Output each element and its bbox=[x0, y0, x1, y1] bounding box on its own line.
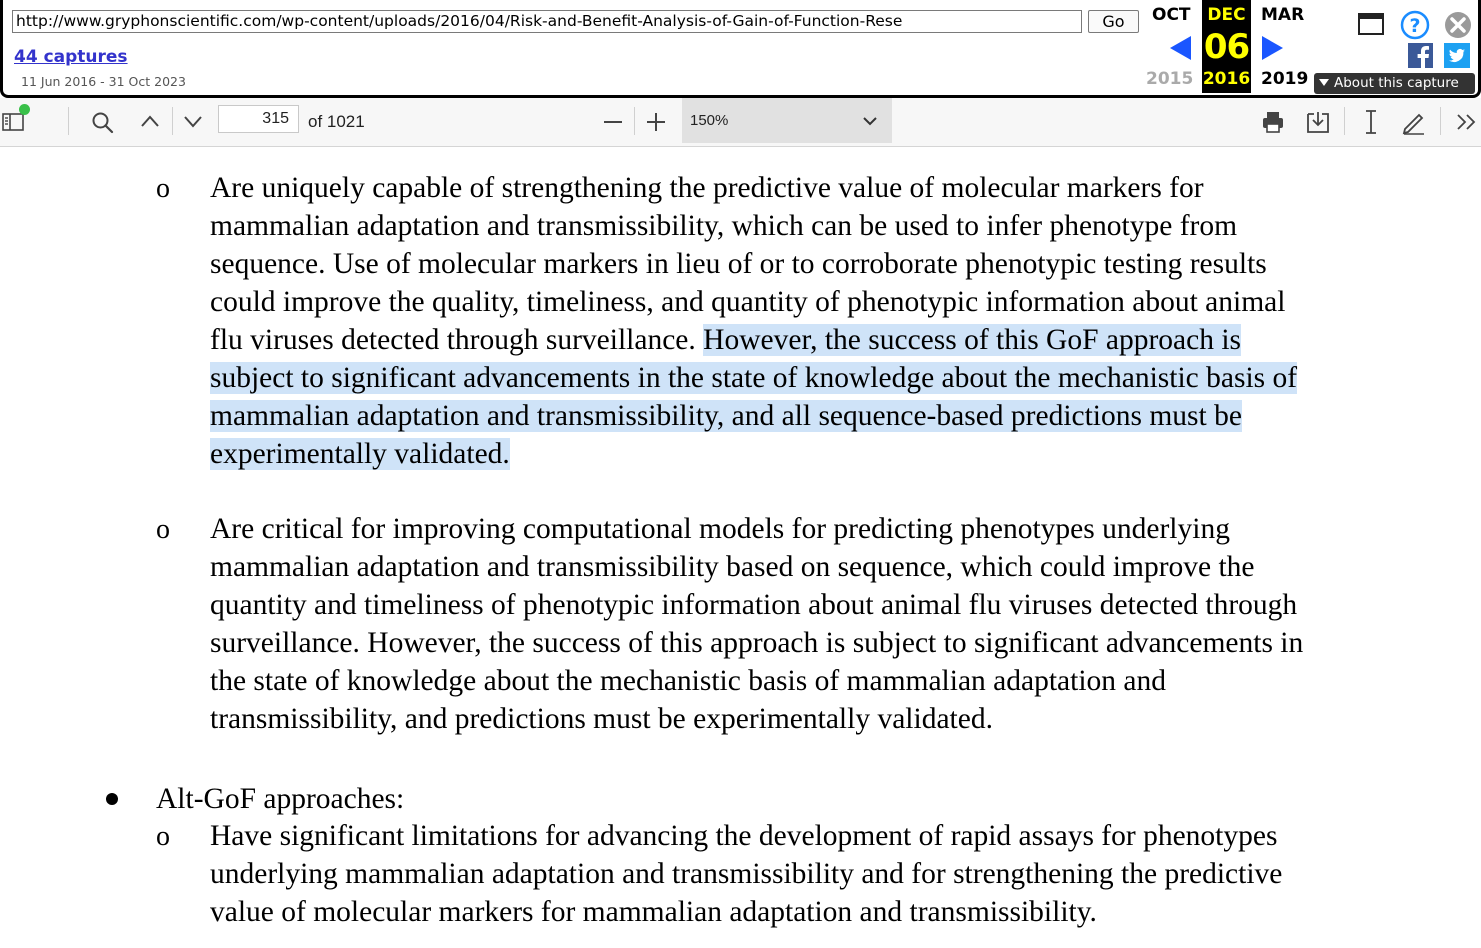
paragraph-line: Are critical for improving computational models for predicting phenotypes underlying bbox=[210, 513, 1230, 545]
help-icon[interactable] bbox=[1400, 10, 1430, 40]
next-year-link[interactable]: 2019 bbox=[1261, 69, 1309, 89]
bullet-marker bbox=[106, 793, 118, 805]
more-tools-icon[interactable] bbox=[1455, 112, 1479, 132]
twitter-icon[interactable] bbox=[1444, 43, 1470, 68]
zoom-in-icon[interactable] bbox=[645, 111, 667, 133]
wayback-toolbar bbox=[0, 0, 1481, 98]
previous-page-icon[interactable] bbox=[139, 113, 161, 129]
save-download-icon[interactable] bbox=[1305, 110, 1331, 134]
svg-text:?: ? bbox=[1409, 15, 1421, 37]
prev-year-link[interactable]: 2015 bbox=[1146, 69, 1194, 89]
go-button[interactable]: Go bbox=[1088, 10, 1139, 33]
paragraph-line: mammalian adaptation and transmissibility based on sequence, which could improve the bbox=[210, 551, 1255, 583]
paragraph-line: transmissibility, and predictions must be experimentally validated. bbox=[210, 703, 993, 735]
print-icon[interactable] bbox=[1261, 110, 1285, 134]
current-month: DEC bbox=[1207, 5, 1246, 25]
prev-capture-arrow-icon[interactable] bbox=[1170, 36, 1191, 60]
current-year: 2016 bbox=[1202, 69, 1251, 89]
paragraph-line: surveillance. However, the success of this approach is subject to significant advancements in bbox=[210, 627, 1304, 659]
wayback-url-input[interactable]: http://www.gryphonscientific.com/wp-content/uploads/2016/04/Risk-and-Benefit-Analysis-of-Gain-of-Function-Rese bbox=[12, 10, 1082, 33]
pdf-toolbar bbox=[0, 98, 1481, 147]
paragraph-line: the state of knowledge about the mechanistic basis of mammalian adaptation and bbox=[210, 665, 1166, 697]
highlighted-text: However, the success of this GoF approach is bbox=[703, 324, 1242, 356]
status-dot bbox=[19, 104, 30, 115]
paragraph-line bbox=[210, 435, 510, 473]
page-number-input[interactable]: 315 bbox=[218, 105, 299, 133]
page-count-label: of 1021 bbox=[308, 112, 365, 131]
current-day: 06 bbox=[1203, 27, 1250, 67]
pdf-page bbox=[0, 148, 1481, 948]
paragraph-line bbox=[210, 397, 1242, 435]
paragraph-line bbox=[210, 321, 1241, 359]
toolbar-divider bbox=[172, 107, 173, 135]
paragraph-line: underlying mammalian adaptation and transmissibility and for strengthening the predictive bbox=[210, 858, 1283, 890]
facebook-icon[interactable] bbox=[1408, 43, 1433, 68]
paragraph-line: sequence. Use of molecular markers in lieu of or to corroborate phenotypic testing results bbox=[210, 248, 1267, 280]
toolbar-divider bbox=[1440, 107, 1441, 135]
captures-link[interactable]: 44 captures bbox=[14, 47, 128, 67]
paragraph-line: could improve the quality, timeliness, and quantity of phenotypic information about animal bbox=[210, 286, 1286, 318]
about-capture-label: About this capture bbox=[1334, 75, 1459, 91]
window-icon[interactable] bbox=[1357, 12, 1385, 36]
highlighted-text: subject to significant advancements in the state of knowledge about the mechanistic basis of bbox=[210, 362, 1298, 394]
toolbar-divider bbox=[634, 107, 635, 135]
paragraph-line: value of molecular markers for mammalian adaptation and transmissibility. bbox=[210, 896, 1097, 928]
current-capture-date bbox=[1202, 0, 1251, 93]
dropdown-arrow-icon bbox=[1319, 79, 1329, 86]
zoom-value: 150% bbox=[690, 112, 729, 129]
next-page-icon[interactable] bbox=[182, 113, 204, 129]
paragraph-line: Are uniquely capable of strengthening the predictive value of molecular markers for bbox=[210, 172, 1204, 204]
text-select-icon[interactable] bbox=[1361, 109, 1381, 135]
sub-bullet-marker: o bbox=[156, 173, 170, 204]
search-icon[interactable] bbox=[91, 111, 115, 135]
annotate-pen-icon[interactable] bbox=[1401, 109, 1427, 135]
prev-month-link[interactable]: OCT bbox=[1152, 5, 1191, 25]
close-icon[interactable] bbox=[1443, 10, 1473, 40]
paragraph-text: flu viruses detected through surveillance. bbox=[210, 324, 704, 356]
zoom-out-icon[interactable] bbox=[602, 112, 624, 132]
capture-date-range: 11 Jun 2016 - 31 Oct 2023 bbox=[21, 74, 186, 89]
paragraph-line: Have significant limitations for advancing the development of rapid assays for phenotypes bbox=[210, 820, 1278, 852]
section-heading: Alt-GoF approaches: bbox=[156, 783, 405, 815]
sidebar-toggle-icon[interactable] bbox=[2, 112, 24, 132]
next-month-link[interactable]: MAR bbox=[1261, 5, 1305, 25]
toolbar-divider bbox=[1344, 107, 1345, 135]
sub-bullet-marker: o bbox=[156, 514, 170, 545]
zoom-select[interactable] bbox=[682, 98, 892, 143]
paragraph-line: mammalian adaptation and transmissibility, which can be used to infer phenotype from bbox=[210, 210, 1238, 242]
toolbar-divider bbox=[68, 107, 69, 135]
about-capture-button[interactable] bbox=[1314, 73, 1475, 94]
paragraph-line bbox=[210, 359, 1297, 397]
chevron-down-icon bbox=[862, 116, 878, 128]
paragraph-line: quantity and timeliness of phenotypic information about animal flu viruses detected through bbox=[210, 589, 1298, 621]
highlighted-text: mammalian adaptation and transmissibility, and all sequence-based predictions must be bbox=[210, 400, 1242, 432]
sub-bullet-marker: o bbox=[156, 821, 170, 852]
next-capture-arrow-icon[interactable] bbox=[1262, 36, 1283, 60]
highlighted-text: experimentally validated. bbox=[210, 438, 510, 470]
